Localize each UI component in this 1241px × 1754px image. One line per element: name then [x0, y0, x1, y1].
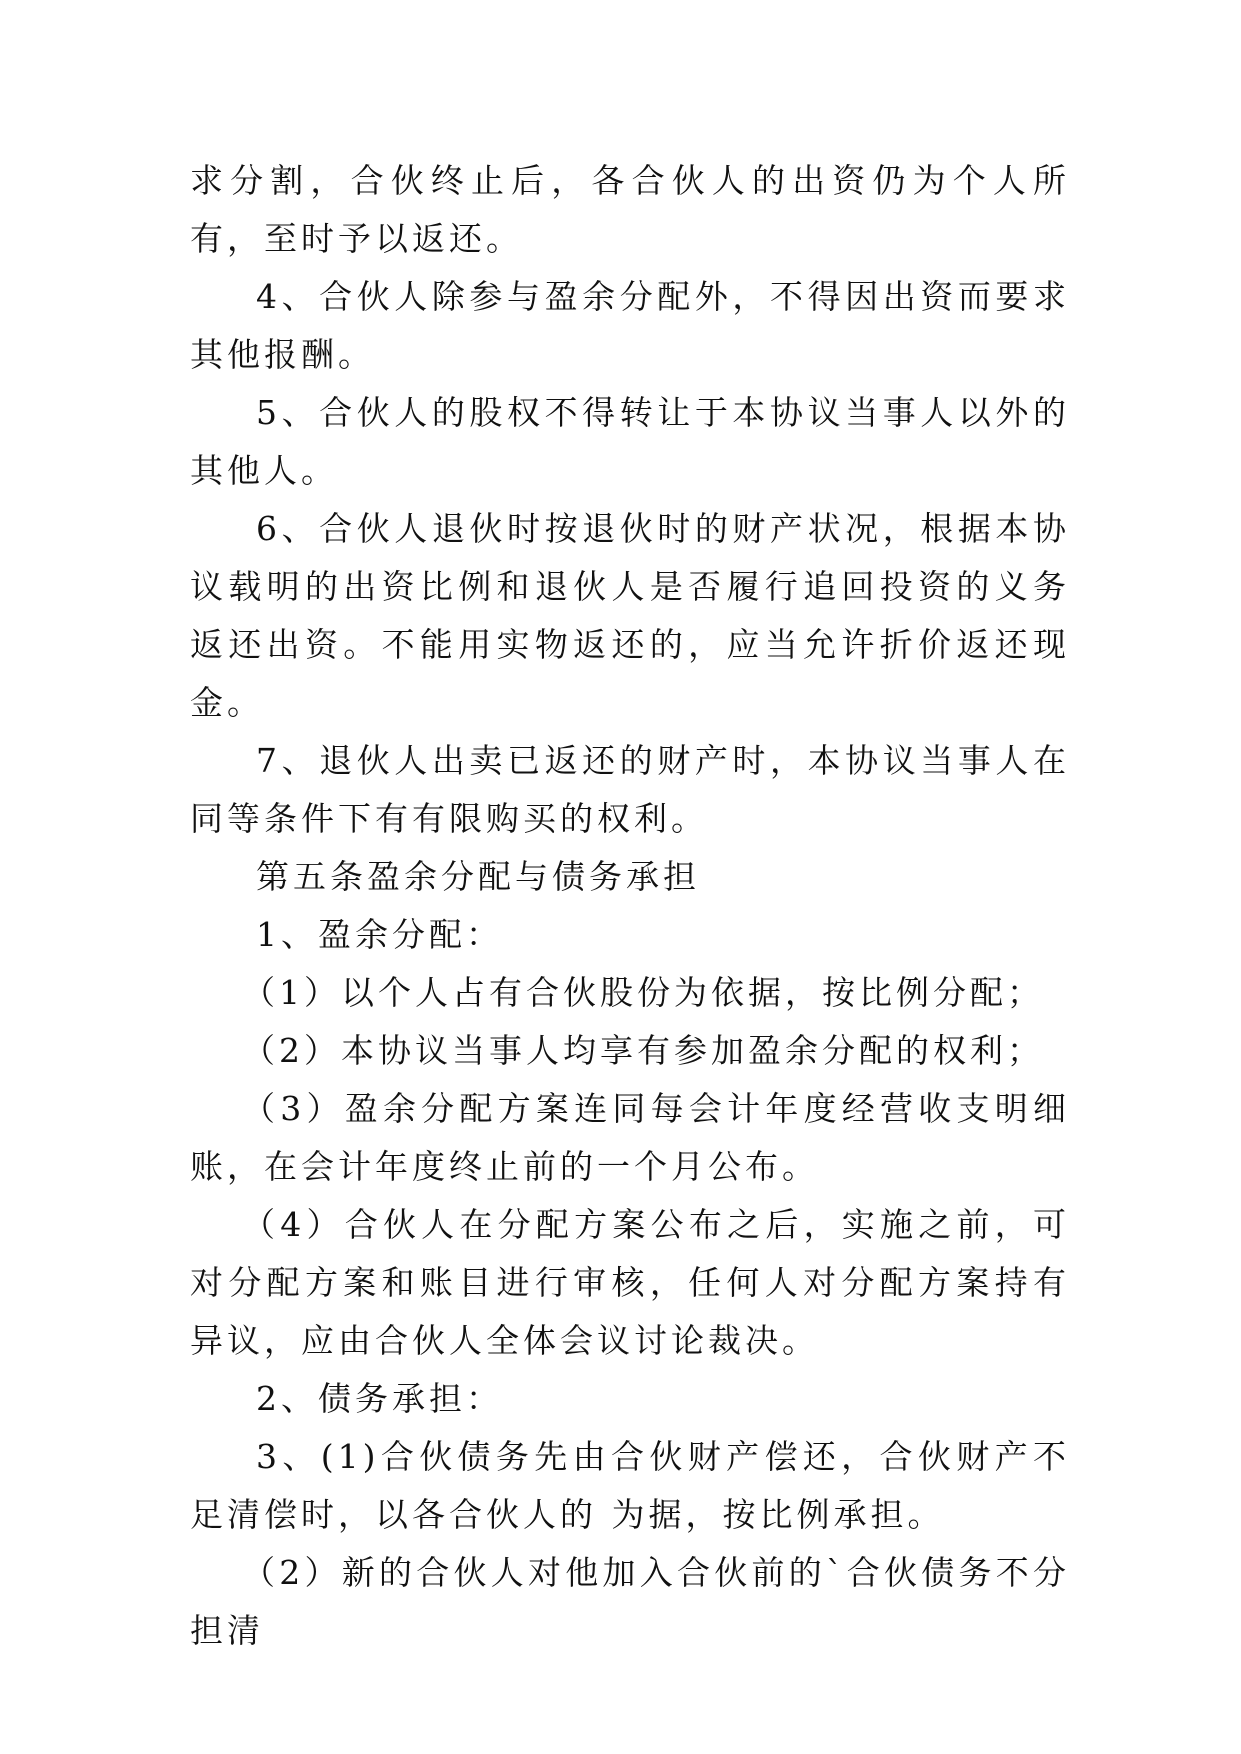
paragraph-debt-item-1: 3、(1)合伙债务先由合伙财产偿还，合伙财产不足清偿时，以各合伙人的 为据，按比例承担。: [190, 1437, 1070, 1534]
paragraph-profit-distribution: 1、盈余分配：: [256, 915, 503, 954]
paragraph-3: 5、合伙人的股权不得转让于本协议当事人以外的其他人。: [190, 393, 1070, 490]
paragraph-debt-item-2: （2）新的合伙人对他加入合伙前的`合伙债务不分担清: [190, 1553, 1070, 1650]
section-heading: 第五条盈余分配与债务承担: [256, 857, 700, 896]
paragraph-item-1: （1）以个人占有合伙股份为依据，按比例分配；: [242, 973, 1044, 1012]
document-body: [190, 152, 1070, 1660]
paragraph-5: 7、退伙人出卖已返还的财产时，本协议当事人在同等条件下有有限购买的权利。: [190, 741, 1070, 838]
paragraph-2: 4、合伙人除参与盈余分配外，不得因出资而要求其他报酬。: [190, 277, 1070, 374]
paragraph-1: 求分割，合伙终止后，各合伙人的出资仍为个人所有，至时予以返还。: [190, 161, 1070, 258]
paragraph-4: 6、合伙人退伙时按退伙时的财产状况，根据本协议载明的出资比例和退伙人是否履行追回投资的义务返还出资。不能用实物返还的，应当允许折价返还现金。: [190, 509, 1070, 722]
paragraph-item-2: （2）本协议当事人均享有参加盈余分配的权利；: [242, 1031, 1044, 1070]
paragraph-item-3: （3）盈余分配方案连同每会计年度经营收支明细账，在会计年度终止前的一个月公布。: [190, 1089, 1070, 1186]
paragraph-item-4: （4）合伙人在分配方案公布之后，实施之前，可对分配方案和账目进行审核，任何人对分配方案持有异议，应由合伙人全体会议讨论裁决。: [190, 1205, 1070, 1360]
paragraph-debt-bearing: 2、债务承担：: [256, 1379, 503, 1418]
